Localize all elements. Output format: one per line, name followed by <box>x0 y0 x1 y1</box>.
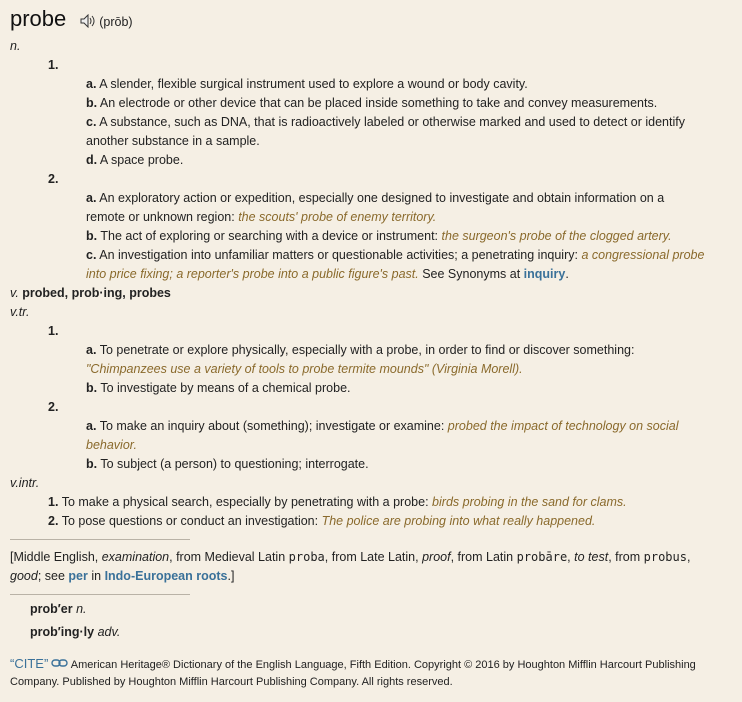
definition-text: A space probe. <box>99 153 184 167</box>
example-text: birds probing in the sand for clams. <box>432 495 627 509</box>
sense-vi1 <box>48 493 627 512</box>
root-link-per[interactable]: per <box>68 569 88 583</box>
etymology-text: , from <box>608 550 641 564</box>
sense-letter: b. <box>86 457 98 471</box>
speaker-icon[interactable] <box>80 8 96 36</box>
sense-number: 1. <box>48 495 59 509</box>
definition-text: To penetrate or explore physically, especially with a probe, in order to find or discover something: <box>99 343 635 357</box>
etymology-text: in <box>91 569 102 583</box>
sense-letter: a. <box>86 191 97 205</box>
citation-line-1 <box>10 654 696 675</box>
sense-letter: b. <box>86 96 98 110</box>
example-text: probed the impact of technology on social behavior. <box>86 419 679 452</box>
example-text: a congressional probe into price fixing; a reporter's probe into a public figure's past. <box>86 248 705 281</box>
etymology-form: probāre <box>516 550 568 564</box>
etymology-gloss: examination <box>101 550 170 564</box>
sense-n1a <box>86 75 726 94</box>
sense-n1b <box>86 94 726 113</box>
example-text: the surgeon's probe of the clogged artery. <box>441 229 672 243</box>
etymology-form: probus <box>643 550 687 564</box>
pos-verb: v. <box>10 286 19 300</box>
sense-vt1b <box>86 379 726 398</box>
verb-forms-line <box>10 284 171 303</box>
definition-text: To pose questions or conduct an investigation: <box>61 514 319 528</box>
sense-vt1a <box>86 341 726 379</box>
etymology-form: proba <box>288 550 325 564</box>
sense-letter: c. <box>86 115 97 129</box>
definition-text: To make an inquiry about (something); investigate or examine: <box>99 419 445 433</box>
definition-text: An electrode or other device that can be placed inside something to take and convey measurements. <box>99 96 658 110</box>
etymology-gloss: good <box>10 569 38 583</box>
citation-text: American Heritage® Dictionary of the English Language, Fifth Edition. Copyright © 2016 by Houghton Mifflin Harcourt Publishing <box>70 659 696 671</box>
synonym-link-inquiry[interactable]: inquiry <box>523 267 566 281</box>
definition-text: The act of exploring or searching with a device or instrument: <box>100 229 439 243</box>
sense-letter: a. <box>86 343 97 357</box>
sense-number: 1. <box>48 324 59 338</box>
pronunciation: (prōb) <box>99 15 133 29</box>
sense-number: 2. <box>48 172 59 186</box>
sense-n2c: c. An investigation into unfamiliar matters or questionable activities; a penetrating inquiry: a congressional probe into price fixing; a reporter's probe into a public figure's past. See Synonyms at inquiry. <box>86 248 705 281</box>
derived-pos: adv. <box>97 625 121 639</box>
etymology-gloss: to test <box>574 550 609 564</box>
definition-text: To make a physical search, especially by penetrating with a probe: <box>61 495 429 509</box>
definition-text: An exploratory action or expedition, especially one designed to investigate and obtain information on a remote or unknown region: <box>86 191 665 224</box>
headword: probe <box>10 6 67 31</box>
example-text: the scouts' probe of enemy territory. <box>238 210 437 224</box>
example-text: "Chimpanzees use a variety of tools to probe termite mounds" (Virginia Morell). <box>86 362 523 376</box>
sense-letter: c. <box>86 248 97 262</box>
indo-european-roots-link[interactable]: Indo-European roots <box>104 569 228 583</box>
sense-letter: d. <box>86 153 98 167</box>
verb-inflections: probed, prob·ing, probes <box>22 286 171 300</box>
etymology <box>10 548 730 586</box>
sense-number: 1. <box>48 58 59 72</box>
etymology-text: , <box>567 550 571 564</box>
sense-letter: a. <box>86 77 97 91</box>
sense-vi2 <box>48 512 595 531</box>
etymology-gloss: proof <box>422 550 451 564</box>
etymology-text: , from Latin <box>450 550 514 564</box>
pos-vtr: v.tr. <box>10 305 30 319</box>
pos-noun: n. <box>10 39 21 53</box>
definition-text: To investigate by means of a chemical probe. <box>100 381 351 395</box>
etymology-text: , from Late Latin, <box>324 550 419 564</box>
pos-vintr: v.intr. <box>10 476 40 490</box>
sense-n1c <box>86 113 716 151</box>
example-text: The police are probing into what really happened. <box>321 514 596 528</box>
sense-n2b <box>86 227 726 246</box>
cite-button[interactable]: “CITE” <box>10 656 49 671</box>
sense-letter: b. <box>86 381 98 395</box>
sense-vt2b <box>86 455 726 474</box>
definition-text: A slender, flexible surgical instrument used to explore a wound or body cavity. <box>99 77 528 91</box>
definition-text: An investigation into unfamiliar matters or questionable activities; a penetrating inquiry: <box>99 248 578 262</box>
etymology-text: .] <box>227 569 235 583</box>
see-synonyms-text: See Synonyms at <box>422 267 521 281</box>
etymology-text: ; see <box>37 569 65 583</box>
sense-letter: a. <box>86 419 97 433</box>
sense-letter: b. <box>86 229 98 243</box>
divider <box>10 539 190 540</box>
derived-pos: n. <box>76 602 87 616</box>
sense-vt2a <box>86 417 716 455</box>
citation-line-2: Company. Published by Houghton Mifflin Harcourt Publishing Company. All rights reserved. <box>10 676 453 688</box>
definition-text: To subject (a person) to questioning; interrogate. <box>100 457 369 471</box>
headword-line <box>10 5 133 36</box>
derived-form <box>30 600 87 619</box>
sense-number: 2. <box>48 514 59 528</box>
sense-number: 2. <box>48 400 59 414</box>
sense-n1d <box>86 151 726 170</box>
derived-word: prob′er <box>30 602 73 616</box>
derived-form <box>30 623 120 642</box>
sense-n2a <box>86 189 701 227</box>
etymology-text: , from Medieval Latin <box>169 550 286 564</box>
definition-text: A substance, such as DNA, that is radioactively labeled or otherwise marked and used to detect or identify another substance in a sample. <box>86 115 685 148</box>
divider <box>10 594 190 595</box>
etymology-text: , <box>686 550 691 564</box>
etymology-text: [Middle English, <box>10 550 99 564</box>
derived-word: prob′ing·ly <box>30 625 95 639</box>
